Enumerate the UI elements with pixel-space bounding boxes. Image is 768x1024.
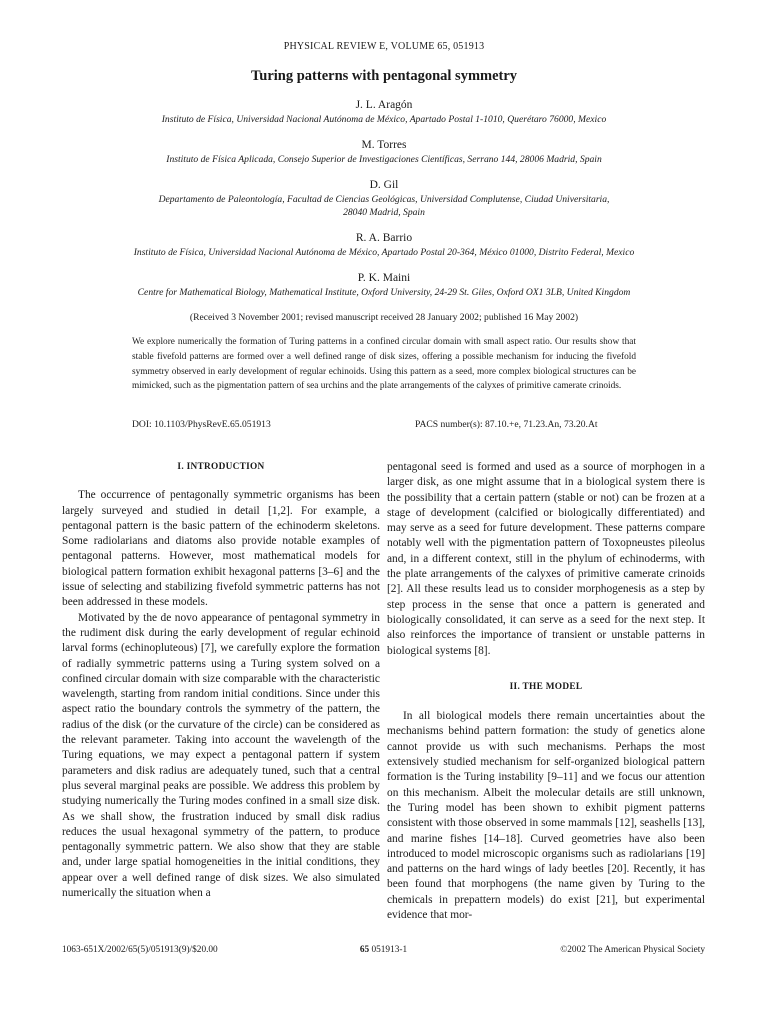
author-name: J. L. Aragón: [355, 99, 413, 111]
paper-title: Turing patterns with pentagonal symmetry: [250, 68, 518, 84]
author-name: R. A. Barrio: [355, 232, 413, 244]
doi-link[interactable]: DOI: 10.1103/PhysRevE.65.051913: [132, 419, 271, 430]
abstract: We explore numerically the formation of Turing patterns in a confined circular domain with small aspect ratio. Our results show that stable fivefold patterns are formed over a well defined range of disk sizes, offering a possible mechanism for inducing the fivefold symmetry observed in early development of regular echinoids. Using this pattern as a seed, more complex biological structures can be mimicked, such as the pigmentation pattern of sea urchins and the plate arrangements of the calyxes of primitive camerate crinoids.: [132, 337, 636, 392]
author-block: [40, 178, 728, 219]
journal-header: PHYSICAL REVIEW E, VOLUME 65, 051913: [283, 41, 485, 52]
author-name: D. Gil: [369, 179, 399, 191]
right-column: [387, 460, 705, 923]
footer-volume: 65: [359, 945, 370, 955]
author-block: [40, 138, 728, 166]
author-affiliation: Instituto de Física, Universidad Nacional Autónoma de México, Apartado Postal 20-364, México 01000, Distrito Federal, Mexico: [133, 247, 635, 258]
author-block: [40, 98, 728, 126]
footer-article-page: 051913-1: [371, 945, 408, 955]
body-paragraph: Motivated by the de novo appearance of pentagonal symmetry in the rudiment disk during the early development of regular echinoid larval forms (echinopluteous) [7], we carefully explore the formation of radially symmetric patterns using a Turing system solved on a confined circular domain with size comparable with the characteristic wavelength, starting from random initial conditions. Since under this aspect ratio the boundary controls the symmetry of the pattern, the radius of the disk (or the curvature of the circle) can be considered as the relevant parameter. Taking into account the wavelength of the Turing equations, we may expect a pentagonal pattern if system parameters and disk radius are adequately tuned, such that a central plus several marginal peaks are possible. We address this problem by studying numerically the Turing modes confined in a small size disk. As we shall show, the frustration induced by small disk radius reduces the usual hexagonal symmetry of the pattern, to produce pentagonally symmetric pattern. We also show that they are stable and, under large spatial homogeneities in the initial conditions, they appear over a well defined range of disk sizes. We also simulated numerically the situation when a: [62, 611, 380, 900]
author-block: [40, 231, 728, 259]
author-list: [40, 98, 728, 324]
section-heading: I. INTRODUCTION: [177, 462, 265, 472]
author-name: P. K. Maini: [357, 272, 411, 284]
author-affiliation: Instituto de Física Aplicada, Consejo Superior de Investigaciones Científicas, Serrano 144, 28006 Madrid, Spain: [166, 154, 602, 165]
author-affiliation: Centre for Mathematical Biology, Mathematical Institute, Oxford University, 24-29 St. Giles, Oxford OX1 3LB, United Kingdom: [137, 287, 631, 298]
footer-copyright: ©2002 The American Physical Society: [560, 945, 705, 955]
author-affiliation: Instituto de Física, Universidad Nacional Autónoma de México, Apartado Postal 1-1010, Querétaro 76000, Mexico: [161, 114, 607, 125]
left-column: [62, 460, 380, 901]
author-affiliation: Departamento de Paleontología, Facultad de Ciencias Geológicas, Universidad Complutense, Ciudad Universitaria, 28040 Madrid, Spain: [158, 194, 610, 218]
section-heading: II. THE MODEL: [509, 681, 583, 692]
body-paragraph: In all biological models there remain uncertainties about the mechanisms behind pattern formation: the study of genetics alone cannot provide us with such mechanisms. Perhaps the most extensively studied mechanism for self-organized biological pattern formation is the Turing instability [9–11] and we focus our attention on this mechanism. Albeit the molecular details are still unknown, the Turing model has been shown to exhibit pigment patterns consistent with those observed in some mammals [12], seashells [13], and marine fishes [14–18]. Curved geometries have also been introduced to model microscopic organisms such as radiolarians [19] and patterns on the hard wings of lady beetles [20]. Recently, it has been found that morphogens (the name given by Turing to the chemicals in prepattern models) do exist [21], but experimental evidence that mor-: [387, 710, 705, 922]
body-paragraph: pentagonal seed is formed and used as a source of morphogen in a larger disk, as one might assume that in a biological system there is the possibility that a certain pattern (stable or not) can be frozen at a stage of development (calcified or biologically differentiated) and may serve as a seed for future development. These patterns compare notably well with the pigmentation pattern of Toxopneustes pileolus and, in a different context, still in the phylum of echinoderms, with the plate arrangements of the calyxes of primitive camerate crinoids [2]. All these results lead us to consider morphogenesis as a step by step process in the sense that once a pattern is generated and biologically consolidated, it can serve as a seed for the next step. It also reinforces the importance of transient or unstable patterns in biological systems [8].: [387, 461, 705, 657]
author-block: [40, 271, 728, 299]
footer-issn: 1063-651X/2002/65(5)/051913(9)/$20.00: [62, 945, 218, 955]
received-dates: (Received 3 November 2001; revised manuscript received 28 January 2002; published 16 May 2002): [189, 312, 579, 323]
body-paragraph: The occurrence of pentagonally symmetric organisms has been largely surveyed and studied in detail [1,2]. For example, a pentagonal pattern is the basic pattern of the echinoderm skeletons. Some radiolarians and diatoms also provide notable examples of pentagonal patterns. However, most mathematical models for biological pattern formation exhibit hexagonal patterns [3–6] and the issue of selecting and stabilizing fivefold symmetric patterns has not been addressed in these models.: [62, 489, 380, 609]
pacs-numbers: PACS number(s): 87.10.+e, 71.23.An, 73.20.At: [415, 419, 598, 430]
page-footer: [62, 945, 705, 959]
author-name: M. Torres: [361, 139, 407, 151]
